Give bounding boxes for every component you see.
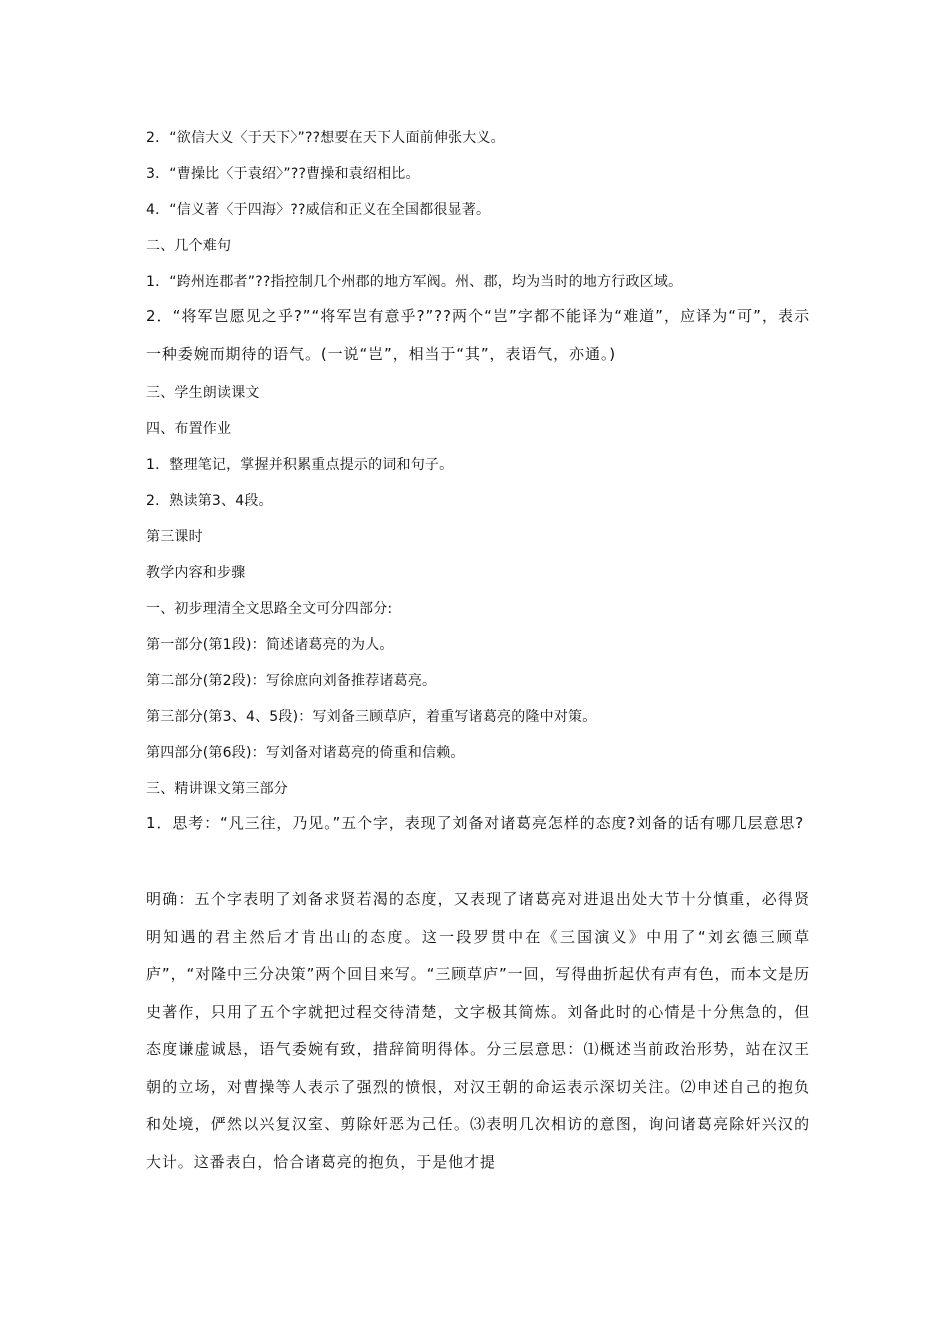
note-line: 第二部分(第2段)：写徐庶向刘备推荐诸葛亮。: [146, 673, 437, 689]
note-line: 2．“欲信大义〈于天下〉”??想要在天下人面前伸张大义。: [146, 130, 505, 146]
question-paragraph: 1．思考：“凡三往，乃见。”五个字，表现了刘备对诸葛亮怎样的态度?刘备的话有哪几层意思?: [146, 814, 805, 832]
note-line: 第四部分(第6段)：写刘备对诸葛亮的倚重和信赖。: [146, 745, 465, 761]
answer-paragraph: 明确：五个字表明了刘备求贤若渴的态度，又表现了诸葛亮对进退出处大节十分慎重，必得贤明知遇的君主然后才肯出山的态度。这一段罗贯中在《三国演义》中用了“刘玄德三顾草庐”，“对隆中三分决策”两个回目来写。“三顾草庐”一回，写得曲折起伏有声有色，而本文是历史著作，只用了五个字就把过程交待清楚，文字极其简炼。刘备此时的心情是十分焦急的，但态度谦虚诚恳，语气委婉有致，措辞简明得体。分三层意思：⑴概述当前政治形势，站在汉王朝的立场，对曹操等人表示了强烈的愤恨，对汉王朝的命运表示深切关注。⑵申述自己的抱负和处境，俨然以兴复汉室、剪除奸恶为己任。⑶表明几次相访的意图，询问诸葛亮除奸兴汉的大计。这番表白，恰合诸葛亮的抱负，于是他才提: [146, 890, 810, 1171]
note-line: 第一部分(第1段)：简述诸葛亮的为人。: [146, 637, 394, 653]
note-line: 4．“信义著〈于四海〉??威信和正义在全国都很显著。: [146, 202, 491, 218]
note-line: 第三部分(第3、4、5段)：写刘备三顾草庐，着重写诸葛亮的隆中对策。: [146, 709, 597, 725]
section-heading: 四、布置作业: [146, 421, 232, 437]
lesson-heading: 第三课时: [146, 529, 203, 545]
note-paragraph: 2．“将军岂愿见之乎?”“将军岂有意乎?”??两个“岂”字都不能译为“难道”，应译为“可”，表示一种委婉而期待的语气。(一说“岂”，相当于“其”，表语气，亦通。): [146, 307, 810, 363]
section-heading: 三、精讲课文第三部分: [146, 781, 288, 797]
section-heading: 二、几个难句: [146, 238, 232, 254]
section-heading: 一、初步理清全文思路全文可分四部分:: [146, 601, 393, 617]
section-heading: 三、学生朗读课文: [146, 385, 260, 401]
note-line: 1．整理笔记，掌握并积累重点提示的词和句子。: [146, 457, 454, 473]
note-line: 1．“跨州连郡者”??指控制几个州郡的地方军阀。州、郡，均为当时的地方行政区域。: [146, 274, 683, 290]
note-line: 3．“曹操比〈于袁绍〉”??曹操和袁绍相比。: [146, 166, 420, 182]
section-heading: 教学内容和步骤: [146, 565, 246, 581]
note-line: 2．熟读第3、4段。: [146, 493, 273, 509]
